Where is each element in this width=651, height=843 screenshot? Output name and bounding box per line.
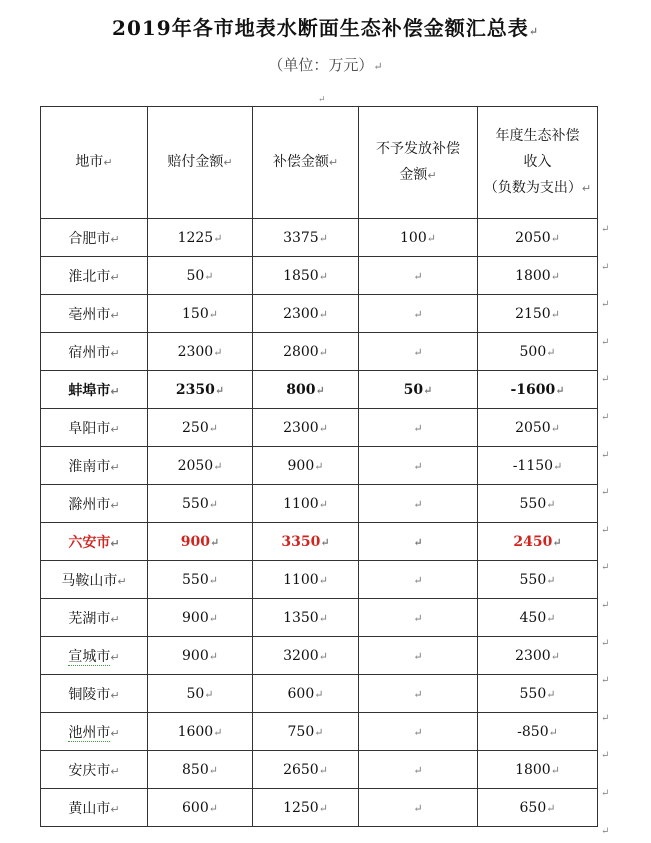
paragraph-mark-icon: ↵ [550,307,560,321]
paragraph-mark-icon: ↵ [204,269,214,283]
table-row [41,751,598,789]
cell-paid: 900↵ [148,637,253,675]
cell-city: 蚌埠市↵ [41,371,148,409]
cell-compensation: 800↵ [253,371,359,409]
cell-compensation: 1100↵ [253,485,359,523]
paragraph-mark-icon: ↵ [110,384,120,398]
paragraph-mark-icon: ↵ [110,650,120,664]
paragraph-mark-icon: ↵ [546,573,556,587]
cell-compensation: 1350↵ [253,599,359,637]
paragraph-mark-icon: ↵ [208,497,218,511]
paragraph-mark-icon: ↵ [208,573,218,587]
paragraph-mark-icon: ↵ [555,383,565,397]
cell-withheld [359,447,478,485]
cell-city: 安庆市↵ [41,751,148,789]
cell-income: 2050↵ [478,219,598,257]
paragraph-mark-icon: ↵ [318,497,328,511]
paragraph-mark-icon: ↵ [204,687,214,701]
paragraph-mark-icon: ↵ [318,611,328,625]
cell-compensation: 3350↵ [253,523,359,561]
cell-paid: 550↵ [148,561,253,599]
paragraph-mark-icon: ↵ [413,307,423,321]
page-title: 2019年各市地表水断面生态补偿金额汇总表↵ [112,16,539,40]
paragraph-mark-icon: ↵ [208,421,218,435]
cell-income: 550↵ [478,561,598,599]
header-city: 地市↵ [41,107,148,219]
row-end-mark-icon: ↵ [601,412,610,423]
row-end-mark-icon: ↵ [601,562,610,574]
paragraph-mark-icon: ↵ [208,763,218,777]
cell-withheld: 100↵ [359,219,478,257]
paragraph-mark-icon: ↵ [208,801,218,815]
paragraph-mark-icon: ↵ [213,345,223,359]
paragraph-mark-icon: ↵ [413,421,423,435]
paragraph-mark-icon: ↵ [426,231,436,245]
cell-withheld [359,485,478,523]
paragraph-mark-icon: ↵ [318,573,328,587]
paragraph-mark-icon: ↵ [213,231,223,245]
paragraph-mark-icon: ↵ [413,801,423,815]
cell-withheld [359,409,478,447]
paragraph-mark-icon: ↵ [413,269,423,283]
paragraph-mark-icon: ↵ [110,460,120,474]
cell-compensation: 2300↵ [253,409,359,447]
paragraph-mark-icon: ↵ [110,270,120,284]
cell-compensation: 1100↵ [253,561,359,599]
paragraph-mark-icon: ↵ [413,763,423,777]
table-row [41,561,598,599]
cell-income: 1800↵ [478,257,598,295]
cell-withheld [359,523,478,561]
paragraph-mark-icon: ↵ [320,535,330,549]
cell-compensation: 1250↵ [253,789,359,827]
paragraph-mark-icon: ↵ [413,687,423,701]
paragraph-mark-icon: ↵ [318,421,328,435]
paragraph-mark-icon: ↵ [110,422,120,436]
cell-city: 铜陵市↵ [41,675,148,713]
cell-compensation: 3200↵ [253,637,359,675]
paragraph-mark-icon: ↵ [546,687,556,701]
cell-city: 黄山市↵ [41,789,148,827]
table-row [41,219,598,257]
row-end-mark-icon: ↵ [601,487,610,499]
paragraph-mark-icon: ↵ [213,459,223,473]
paragraph-mark-icon: ↵ [314,687,324,701]
table-body [41,219,598,827]
cell-paid: 2300↵ [148,333,253,371]
cell-income: 2050↵ [478,409,598,447]
cell-city: 合肥市↵ [41,219,148,257]
unit-note: （单位：万元）↵ [268,56,383,74]
cell-city: 宿州市↵ [41,333,148,371]
cell-withheld [359,257,478,295]
row-end-mark-icon: ↵ [601,299,610,311]
cell-income: 1800↵ [478,751,598,789]
compensation-table [40,106,598,827]
cell-compensation: 3375↵ [253,219,359,257]
cell-paid: 150↵ [148,295,253,333]
cell-withheld [359,789,478,827]
header-withheld: 不予发放补偿 金额↵ [359,107,478,219]
cell-city: 滁州市↵ [41,485,148,523]
header-paid: 赔付金额↵ [148,107,253,219]
paragraph-mark-icon: ↵ [110,536,120,550]
paragraph-mark-icon: ↵ [546,611,556,625]
cell-compensation: 1850↵ [253,257,359,295]
cell-paid: 2050↵ [148,447,253,485]
paragraph-mark-icon: ↵ [110,726,120,740]
cell-paid: 900↵ [148,599,253,637]
paragraph-mark-icon: ↵ [318,649,328,663]
paragraph-mark-icon: ↵ [213,725,223,739]
cell-income: -1600↵ [478,371,598,409]
paragraph-mark-icon: ↵ [110,802,120,816]
table-row [41,485,598,523]
paragraph-mark-icon: ↵ [110,688,120,702]
paragraph-mark-icon: ↵ [413,459,423,473]
cell-city: 马鞍山市↵ [41,561,148,599]
cell-withheld [359,333,478,371]
paragraph-mark-icon: ↵ [318,231,328,245]
table-row [41,409,598,447]
paragraph-mark-icon: ↵ [315,383,325,397]
cell-paid: 250↵ [148,409,253,447]
paragraph-mark-icon: ↵ [110,232,120,246]
table-row [41,599,598,637]
cell-income: 2450↵ [478,523,598,561]
row-end-mark-icon: ↵ [601,524,610,536]
table-row [41,295,598,333]
cell-paid: 2350↵ [148,371,253,409]
table-header-row [41,107,598,219]
table-row [41,789,598,827]
cell-compensation: 900↵ [253,447,359,485]
paragraph-mark-icon: ↵ [110,346,120,360]
cell-withheld [359,561,478,599]
paragraph-mark-icon: ↵ [314,725,324,739]
paragraph-mark-icon: ↵ [110,764,120,778]
table-row [41,713,598,751]
table-row [41,257,598,295]
cell-city: 池州市↵ [41,713,148,751]
cell-city: 淮北市↵ [41,257,148,295]
paragraph-mark-icon: ↵ [546,801,556,815]
paragraph-mark-icon: ↵ [413,497,423,511]
cell-income: 2300↵ [478,637,598,675]
table-row [41,447,598,485]
cell-income: 550↵ [478,675,598,713]
paragraph-mark-icon: ↵ [318,269,328,283]
cell-withheld: 50↵ [359,371,478,409]
paragraph-mark-icon: ↵ [318,763,328,777]
header-income: 年度生态补偿 收入 （负数为支出）↵ [478,107,598,219]
paragraph-mark-icon: ↵ [210,535,220,549]
paragraph-mark-icon: ↵ [553,459,563,473]
paragraph-mark-icon: ↵ [552,535,562,549]
cell-income: -1150↵ [478,447,598,485]
cell-paid: 1600↵ [148,713,253,751]
row-end-mark-icon: ↵ [601,637,610,649]
cell-paid: 50↵ [148,257,253,295]
row-end-mark-icon: ↵ [601,712,610,724]
paragraph-mark-icon: ↵ [546,345,556,359]
paragraph-mark-icon: ↵ [318,345,328,359]
paragraph-mark-icon: ↵ [318,95,326,105]
cell-compensation: 2300↵ [253,295,359,333]
cell-paid: 850↵ [148,751,253,789]
cell-city: 淮南市↵ [41,447,148,485]
row-end-mark-icon: ↵ [601,449,610,461]
paragraph-mark-icon: ↵ [413,611,423,625]
paragraph-mark-icon: ↵ [550,231,560,245]
cell-withheld [359,637,478,675]
cell-city: 阜阳市↵ [41,409,148,447]
cell-paid: 900↵ [148,523,253,561]
paragraph-mark-icon: ↵ [208,649,218,663]
table-row [41,675,598,713]
cell-withheld [359,751,478,789]
paragraph-mark-icon: ↵ [550,269,560,283]
row-end-mark-icon: ↵ [601,261,610,273]
cell-withheld [359,599,478,637]
cell-income: 2150↵ [478,295,598,333]
paragraph-mark-icon: ↵ [413,345,423,359]
paragraph-mark-icon: ↵ [546,497,556,511]
cell-city: 芜湖市↵ [41,599,148,637]
paragraph-mark-icon: ↵ [110,308,120,322]
paragraph-mark-icon: ↵ [208,611,218,625]
cell-withheld [359,295,478,333]
paragraph-mark-icon: ↵ [413,649,423,663]
paragraph-mark-icon: ↵ [110,612,120,626]
paragraph-mark-icon: ↵ [373,60,383,73]
paragraph-mark-icon: ↵ [318,801,328,815]
cell-withheld [359,675,478,713]
row-end-mark-icon: ↵ [601,750,610,762]
cell-income: -850↵ [478,713,598,751]
cell-withheld [359,713,478,751]
cell-paid: 600↵ [148,789,253,827]
cell-income: 500↵ [478,333,598,371]
row-end-mark-icon: ↵ [601,374,610,386]
paragraph-mark-icon: ↵ [117,574,127,588]
row-end-mark-icon: ↵ [601,825,610,837]
cell-income: 450↵ [478,599,598,637]
cell-compensation: 2800↵ [253,333,359,371]
cell-compensation: 750↵ [253,713,359,751]
paragraph-mark-icon: ↵ [110,498,120,512]
paragraph-mark-icon: ↵ [528,25,539,38]
paragraph-mark-icon: ↵ [208,307,218,321]
paragraph-mark-icon: ↵ [318,307,328,321]
cell-city: 六安市↵ [41,523,148,561]
paragraph-mark-icon: ↵ [423,383,433,397]
paragraph-mark-icon: ↵ [314,459,324,473]
paragraph-mark-icon: ↵ [413,725,423,739]
cell-paid: 1225↵ [148,219,253,257]
cell-income: 650↵ [478,789,598,827]
paragraph-mark-icon: ↵ [413,535,423,549]
paragraph-mark-icon: ↵ [550,763,560,777]
paragraph-mark-icon: ↵ [214,383,225,397]
paragraph-mark-icon: ↵ [550,421,560,435]
cell-paid: 50↵ [148,675,253,713]
cell-income: 550↵ [478,485,598,523]
table-row [41,333,598,371]
table-row [41,371,598,409]
paragraph-mark-icon: ↵ [413,573,423,587]
row-end-mark-icon: ↵ [601,600,610,611]
cell-compensation: 600↵ [253,675,359,713]
cell-city: 亳州市↵ [41,295,148,333]
table-row [41,637,598,675]
header-compensation: 补偿金额↵ [253,107,359,219]
paragraph-mark-icon: ↵ [550,649,560,663]
cell-compensation: 2650↵ [253,751,359,789]
table-row [41,523,598,561]
cell-paid: 550↵ [148,485,253,523]
paragraph-mark-icon: ↵ [548,725,558,739]
row-end-mark-icon: ↵ [601,675,610,687]
row-end-mark-icon: ↵ [601,788,610,799]
row-end-mark-icon: ↵ [601,336,610,348]
cell-city: 宣城市↵ [41,637,148,675]
row-end-mark-icon: ↵ [601,224,610,235]
